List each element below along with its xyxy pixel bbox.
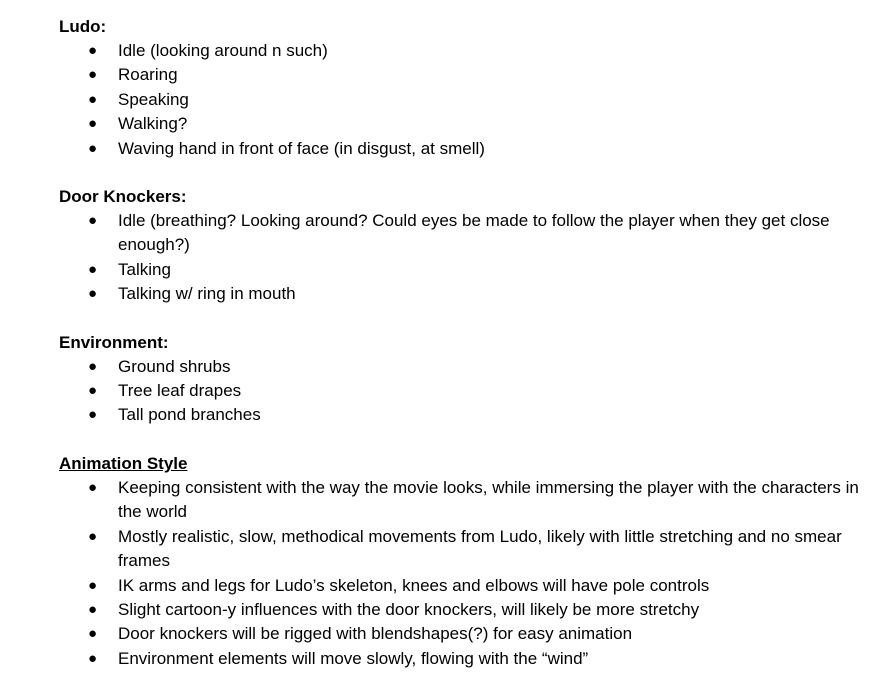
list-item-text: Keeping consistent with the way the movie looks, while immersing the player with the characters in the world [118,477,859,522]
bullet-icon: ● [88,139,98,157]
list-item-text: Idle (looking around n such) [118,41,328,60]
bullet-icon: ● [88,649,98,667]
list-item-text: Talking [118,259,171,279]
list-item-text: Waving hand in front of face (in disgust, at smell) [118,138,485,158]
section-heading: Environment: [59,332,169,352]
bullet-icon: ● [88,66,98,84]
list-item-text: Speaking [118,89,189,109]
list-item [59,525,859,574]
list-item-text: Door knockers will be rigged with blendshapes(?) for easy animation [118,624,633,644]
bullet-icon: ● [88,576,98,594]
list-item-text: Roaring [118,65,178,85]
bullet-icon: ● [88,115,98,133]
list-item [59,355,859,379]
list-item [59,403,859,427]
bullet-list [59,39,859,161]
bullet-icon: ● [88,625,98,643]
bullet-list [59,209,859,307]
section-animation-style [59,452,859,671]
list-item-text: Ground shrubs [118,356,231,376]
list-item [59,574,859,598]
list-item-text: Idle (breathing? Looking around? Could eyes be made to follow the player when they get close enough?) [118,211,830,255]
list-item [59,379,859,403]
section-heading: Animation Style [59,453,188,473]
list-item [59,39,859,63]
bullet-icon: ● [88,212,98,230]
list-item [59,622,859,646]
list-item [59,137,859,161]
list-item [59,258,859,282]
bullet-icon: ● [88,527,98,545]
bullet-icon: ● [88,42,98,59]
list-item [59,476,859,525]
section-door-knockers [59,185,859,307]
bullet-icon: ● [88,285,98,303]
bullet-icon: ● [88,357,98,375]
list-item [59,598,859,622]
list-item [59,63,859,87]
bullet-icon: ● [88,260,98,278]
section-heading: Door Knockers: [59,187,187,207]
bullet-icon: ● [88,90,98,108]
list-item-text: Mostly realistic, slow, methodical movements from Ludo, likely with little stretching and no smear frames [118,526,842,571]
list-item [59,209,859,258]
bullet-icon: ● [88,382,98,400]
bullet-icon: ● [88,406,98,424]
bullet-icon: ● [88,478,98,496]
document-body [59,15,859,671]
bullet-icon: ● [88,600,98,618]
list-item-text: IK arms and legs for Ludo’s skeleton, knees and elbows will have pole controls [118,575,710,595]
list-item [59,282,859,306]
list-item-text: Environment elements will move slowly, flowing with the “wind” [118,648,589,668]
bullet-list [59,476,859,671]
section-environment [59,331,859,428]
list-item-text: Walking? [118,114,188,134]
section-ludo [59,15,859,161]
list-item-text: Tree leaf drapes [118,381,242,401]
section-heading: Ludo: [59,17,107,36]
list-item-text: Slight cartoon-y influences with the door knockers, will likely be more stretchy [118,599,700,619]
list-item [59,88,859,112]
list-item [59,112,859,136]
list-item [59,647,859,671]
list-item-text: Tall pond branches [118,405,261,425]
bullet-list [59,355,859,428]
list-item-text: Talking w/ ring in mouth [118,284,296,304]
